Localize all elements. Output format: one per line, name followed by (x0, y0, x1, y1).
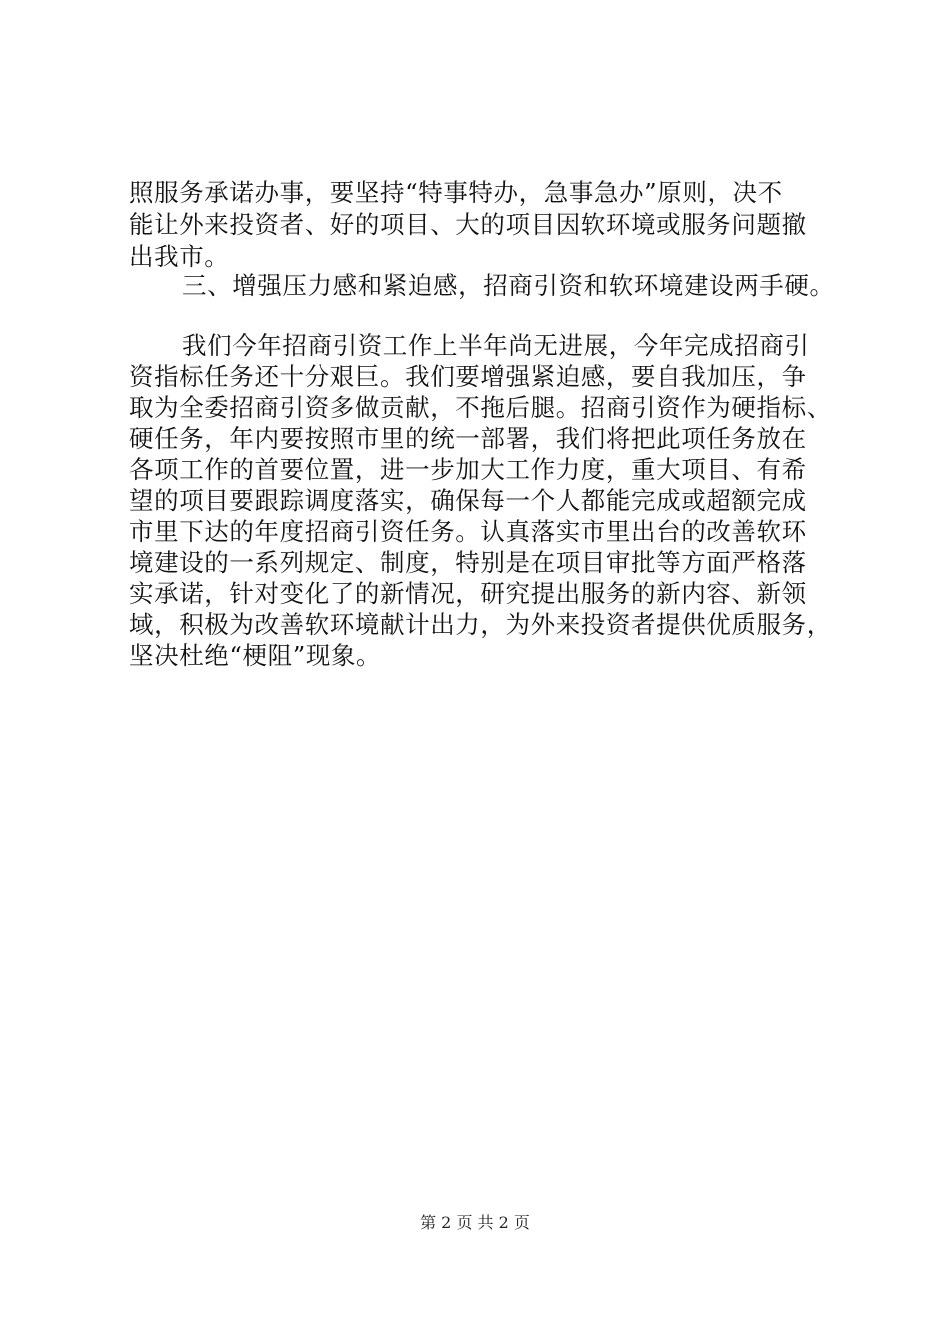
paragraph-1-line-1: 照服务承诺办事，要坚持“特事特办，急事急办”原则，决不 (129, 178, 783, 207)
paragraph-2-line-9: 实承诺，针对变化了的新情况，研究提出服务的新内容、新领 (129, 579, 807, 608)
page-number-footer: 第 2 页 共 2 页 (420, 1213, 530, 1232)
section-heading-3: 三、增强压力感和紧迫感，招商引资和软环境建设两手硬。 (182, 271, 835, 300)
paragraph-2-line-5: 各项工作的首要位置，进一步加大工作力度，重大项目、有希 (129, 455, 807, 484)
paragraph-2-line-4: 硬任务，年内要按照市里的统一部署，我们将把此项任务放在 (129, 424, 807, 453)
paragraph-1-line-2: 能让外来投资者、好的项目、大的项目因软环境或服务问题撤 (129, 210, 807, 239)
paragraph-2-line-11: 坚决杜绝“梗阻”现象。 (129, 641, 382, 670)
paragraph-1-line-3: 出我市。 (129, 242, 230, 271)
paragraph-2-line-10: 域，积极为改善软环境献计出力，为外来投资者提供优质服务， (129, 610, 832, 639)
paragraph-2-line-1: 我们今年招商引资工作上半年尚无进展，今年完成招商引 (182, 331, 810, 360)
paragraph-2-line-7: 市里下达的年度招商引资任务。认真落实市里出台的改善软环 (129, 517, 807, 546)
paragraph-2-line-2: 资指标任务还十分艰巨。我们要增强紧迫感，要自我加压，争 (129, 362, 807, 391)
paragraph-2-line-6: 望的项目要跟踪调度落实，确保每一个人都能完成或超额完成 (129, 486, 807, 515)
paragraph-2-line-3: 取为全委招商引资多做贡献，不拖后腿。招商引资作为硬指标、 (129, 393, 832, 422)
paragraph-2-line-8: 境建设的一系列规定、制度，特别是在项目审批等方面严格落 (129, 548, 807, 577)
